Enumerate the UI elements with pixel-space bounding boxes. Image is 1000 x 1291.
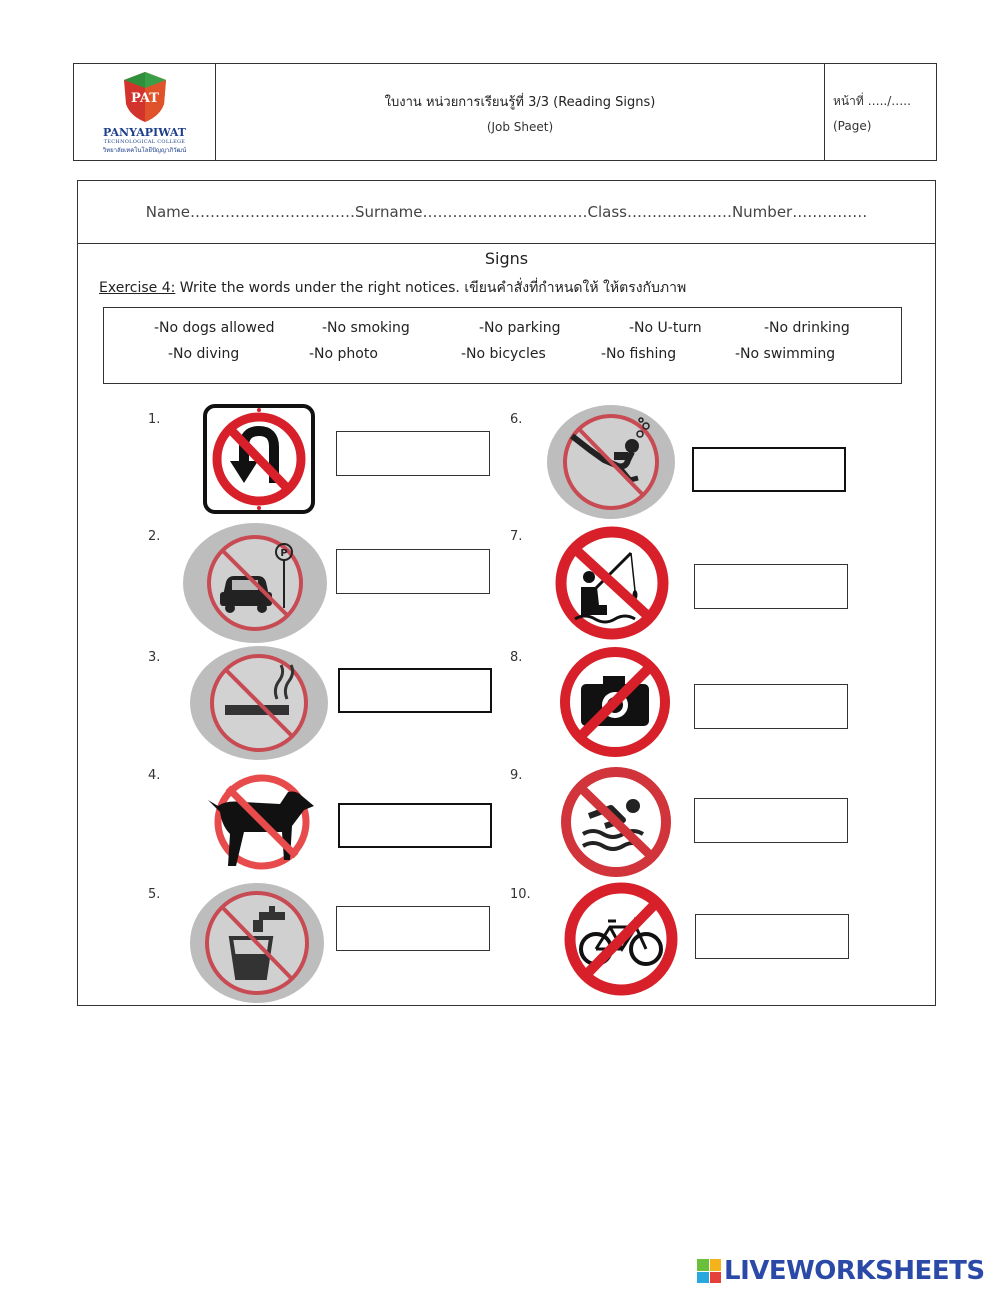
header-title-cell xyxy=(216,64,825,160)
header-table xyxy=(73,63,937,161)
exercise-label: Exercise 4: xyxy=(99,280,176,296)
item-number: 8. xyxy=(510,650,523,665)
answer-box-2[interactable] xyxy=(336,549,490,594)
no-swimming-sign-icon xyxy=(559,766,673,878)
student-info-row xyxy=(78,181,935,244)
svg-text:PAT: PAT xyxy=(130,90,159,106)
item-number: 5. xyxy=(148,887,161,902)
word-bank-item: -No dogs allowed xyxy=(154,320,275,336)
word-bank-item: -No U-turn xyxy=(629,320,702,336)
page-cell xyxy=(825,64,936,160)
no-smoking-sign-icon xyxy=(189,645,329,761)
answer-box-4[interactable] xyxy=(338,803,492,848)
answer-box-6[interactable] xyxy=(692,447,846,492)
answer-box-3[interactable] xyxy=(338,668,492,713)
item-number: 2. xyxy=(148,529,161,544)
word-bank-item: -No photo xyxy=(309,346,378,362)
word-bank-item: -No diving xyxy=(168,346,240,362)
college-name: PANYAPIWAT xyxy=(103,125,186,139)
liveworksheets-brand xyxy=(697,1256,985,1286)
page-label: หน้าที่ …../….. xyxy=(833,93,911,108)
college-thai: วิทยาลัยเทคโนโลยีปัญญาภิวัฒน์ xyxy=(102,146,187,154)
item-number: 4. xyxy=(148,768,161,783)
word-bank-item: -No drinking xyxy=(764,320,850,336)
no-drinking-sign-icon xyxy=(189,882,325,1004)
no-bicycles-sign-icon xyxy=(562,881,680,997)
section-title: Signs xyxy=(484,249,529,268)
answer-box-10[interactable] xyxy=(695,914,849,959)
answer-box-9[interactable] xyxy=(694,798,848,843)
pat-shield-icon xyxy=(120,70,170,124)
item-number: 9. xyxy=(510,768,523,783)
liveworksheets-logo-icon xyxy=(697,1259,721,1283)
name-line: Name……………………………Surname……………………………Class…………………Number…………… xyxy=(145,203,868,221)
sheet-subtitle: (Job Sheet) xyxy=(486,119,554,134)
word-bank-item: -No parking xyxy=(479,320,561,336)
word-bank-item: -No bicycles xyxy=(461,346,546,362)
answer-box-5[interactable] xyxy=(336,906,490,951)
no-parking-sign-icon xyxy=(182,522,328,644)
item-number: 10. xyxy=(510,887,531,902)
item-number: 1. xyxy=(148,412,161,427)
answer-box-1[interactable] xyxy=(336,431,490,476)
no-u-turn-sign-icon xyxy=(202,403,316,515)
college-sub: TECHNOLOGICAL COLLEGE xyxy=(103,138,186,145)
page-sub: (Page) xyxy=(833,118,872,133)
word-bank-item: -No swimming xyxy=(735,346,836,362)
answer-box-7[interactable] xyxy=(694,564,848,609)
sheet-title: ใบงาน หน่วยการเรียนรู้ที่ 3/3 (Reading Signs) xyxy=(384,94,656,110)
no-diving-sign-icon xyxy=(546,404,676,520)
no-photo-sign-icon xyxy=(557,646,673,758)
college-logo xyxy=(74,64,216,160)
answer-box-8[interactable] xyxy=(694,684,848,729)
item-number: 3. xyxy=(148,650,161,665)
word-bank-item: -No smoking xyxy=(322,320,410,336)
item-number: 6. xyxy=(510,412,523,427)
exercise-text: Write the words under the right notices. เขียนคำสั่งที่กำหนดให้ ให้ตรงกับภาพ xyxy=(175,280,687,296)
word-bank xyxy=(103,307,902,384)
word-bank-item: -No fishing xyxy=(601,346,677,362)
brand-name: LIVEWORKSHEETS xyxy=(724,1256,985,1286)
no-fishing-sign-icon xyxy=(553,525,671,641)
exercise-instruction xyxy=(99,277,686,299)
item-number: 7. xyxy=(510,529,523,544)
svg-text:P: P xyxy=(280,548,288,559)
no-dogs-sign-icon xyxy=(204,770,322,870)
